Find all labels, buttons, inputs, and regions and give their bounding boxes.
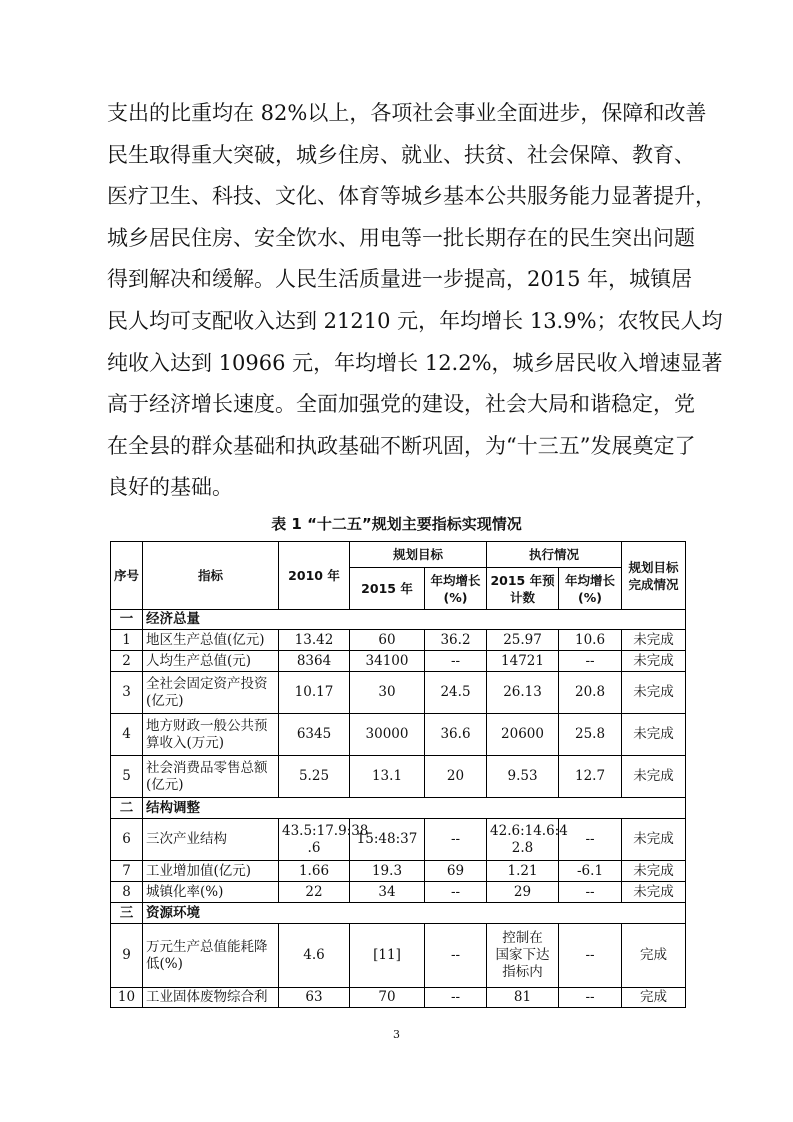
cell-exec-2015: 14721	[487, 651, 559, 672]
header-execution: 执行情况	[487, 542, 622, 568]
cell-plan-growth: 36.6	[425, 714, 487, 756]
paragraph-line: 民生取得重大突破，城乡住房、就业、扶贫、社会保障、教育、	[107, 142, 695, 167]
table-row	[111, 988, 686, 1008]
cell-exec-growth: --	[559, 651, 622, 672]
table-row	[111, 651, 686, 672]
table-row	[111, 630, 686, 651]
cell-exec-growth: 10.6	[559, 630, 622, 651]
cell-exec-2015: 26.13	[487, 672, 559, 714]
cell-status: 未完成	[622, 861, 686, 882]
section-name: 资源环境	[143, 903, 686, 924]
cell-2010: 8364	[279, 651, 350, 672]
cell-plan-2015: 70	[350, 988, 425, 1008]
section-row	[111, 903, 686, 924]
header-status	[622, 542, 686, 610]
header-line: 年均增长	[565, 572, 616, 588]
paragraph-line: 城乡居民住房、安全饮水、用电等一批长期存在的民生突出问题	[107, 225, 695, 250]
cell-plan-growth: --	[425, 882, 487, 903]
paragraph-line: 民人均可支配收入达到 21210 元，年均增长 13.9%；农牧民人均	[107, 308, 723, 333]
cell-plan-2015: 19.3	[350, 861, 425, 882]
table-row	[111, 819, 686, 861]
cell-plan-2015: 13.1	[350, 756, 425, 798]
cell-exec-growth: --	[559, 882, 622, 903]
section-number: 三	[111, 903, 143, 924]
header-line: 计数	[510, 589, 536, 605]
cell-plan-growth: 36.2	[425, 630, 487, 651]
header-exec-growth	[559, 568, 622, 610]
header-status-line: 完成情况	[628, 576, 679, 592]
cell-indicator-line: 全社会固定资产投资	[146, 675, 268, 692]
cell-seq: 10	[111, 988, 143, 1008]
paragraph-line: 在全县的群众基础和执政基础不断巩固，为“十三五”发展奠定了	[107, 433, 696, 458]
cell-2010: 22	[279, 882, 350, 903]
cell-indicator-line: 社会消费品零售总额	[146, 759, 268, 776]
cell-status: 完成	[622, 924, 686, 988]
cell-indicator: 地区生产总值(亿元)	[143, 630, 279, 651]
cell-2010: 10.17	[279, 672, 350, 714]
cell-exec-2015: 81	[487, 988, 559, 1008]
cell-exec-growth: --	[559, 819, 622, 861]
table-row	[111, 882, 686, 903]
cell-plan-growth: --	[425, 651, 487, 672]
section-row	[111, 798, 686, 819]
cell-status: 未完成	[622, 672, 686, 714]
cell-exec-2015-line: 国家下达	[495, 947, 550, 963]
cell-exec-2015-line: 42.6:14.6:4	[490, 822, 568, 839]
cell-plan-growth: --	[425, 988, 487, 1008]
cell-exec-2015: 20600	[487, 714, 559, 756]
table-caption: 表 1 “十二五”规划主要指标实现情况	[271, 515, 522, 533]
cell-seq: 6	[111, 819, 143, 861]
cell-indicator: 城镇化率(%)	[143, 882, 279, 903]
cell-plan-2015: 34100	[350, 651, 425, 672]
cell-plan-growth: --	[425, 924, 487, 988]
cell-plan-growth: --	[425, 819, 487, 861]
paragraph-line: 支出的比重均在 82%以上，各项社会事业全面进步，保障和改善	[107, 101, 707, 125]
cell-exec-2015: 25.97	[487, 630, 559, 651]
paragraph-line: 良好的基础。	[107, 475, 233, 500]
cell-indicator: 人均生产总值(元)	[143, 651, 279, 672]
page-number: 3	[393, 1028, 400, 1041]
table-row	[111, 861, 686, 882]
cell-plan-growth: 20	[425, 756, 487, 798]
cell-plan-2015: 60	[350, 630, 425, 651]
cell-indicator-line: (亿元)	[146, 776, 184, 793]
body-paragraph	[107, 93, 723, 509]
table-row	[111, 756, 686, 798]
cell-status: 未完成	[622, 651, 686, 672]
header-2010: 2010 年	[279, 542, 350, 610]
header-exec-2015	[487, 568, 559, 610]
header-seq: 序号	[111, 542, 143, 610]
cell-exec-2015-line: 控制在	[502, 930, 543, 946]
cell-plan-growth: 24.5	[425, 672, 487, 714]
cell-2010-line: 43.5:17.9:38	[282, 822, 369, 839]
header-plan-target: 规划目标	[350, 542, 487, 568]
cell-seq: 4	[111, 714, 143, 756]
cell-2010: 6345	[279, 714, 350, 756]
cell-status: 未完成	[622, 819, 686, 861]
cell-exec-growth: 25.8	[559, 714, 622, 756]
cell-exec-2015-line: 2.8	[511, 839, 534, 856]
section-row	[111, 610, 686, 630]
cell-indicator: 工业增加值(亿元)	[143, 861, 279, 882]
cell-2010-line: .6	[307, 839, 321, 856]
cell-status: 完成	[622, 988, 686, 1008]
cell-indicator-line: 算收入(万元)	[146, 734, 225, 751]
cell-seq: 1	[111, 630, 143, 651]
cell-exec-growth: -6.1	[559, 861, 622, 882]
cell-2010: 13.42	[279, 630, 350, 651]
cell-status: 未完成	[622, 630, 686, 651]
cell-status: 未完成	[622, 756, 686, 798]
cell-indicator-line: 万元生产总值能耗降	[146, 938, 268, 955]
table-row	[111, 924, 686, 988]
cell-status: 未完成	[622, 714, 686, 756]
header-plan-growth	[425, 568, 487, 610]
cell-exec-growth: --	[559, 924, 622, 988]
cell-exec-2015: 9.53	[487, 756, 559, 798]
paragraph-line: 高于经济增长速度。全面加强党的建设，社会大局和谐稳定，党	[107, 392, 695, 417]
cell-seq: 8	[111, 882, 143, 903]
cell-indicator	[143, 756, 279, 798]
paragraph-line: 纯收入达到 10966 元，年均增长 12.2%，城乡居民收入增速显著	[107, 350, 723, 375]
cell-indicator-line: 低(%)	[146, 955, 183, 972]
cell-2010: 5.25	[279, 756, 350, 798]
cell-seq: 7	[111, 861, 143, 882]
cell-indicator	[143, 714, 279, 756]
cell-2010: 1.66	[279, 861, 350, 882]
header-plan-2015: 2015 年	[350, 568, 425, 610]
cell-seq: 3	[111, 672, 143, 714]
cell-2010	[279, 819, 369, 861]
table-row	[111, 714, 686, 756]
section-name: 结构调整	[143, 798, 686, 819]
table-row	[111, 672, 686, 714]
cell-exec-2015	[487, 819, 568, 861]
cell-exec-2015: 29	[487, 882, 559, 903]
cell-exec-2015-line: 指标内	[502, 964, 543, 980]
cell-indicator-line: (亿元)	[146, 692, 184, 709]
cell-plan-2015: 30	[350, 672, 425, 714]
cell-plan-2015: 15:48:37	[350, 819, 425, 861]
cell-status: 未完成	[622, 882, 686, 903]
section-number: 一	[111, 610, 143, 630]
cell-indicator	[143, 924, 279, 988]
indicators-table	[110, 541, 686, 1008]
table-header-row	[111, 542, 686, 568]
section-number: 二	[111, 798, 143, 819]
section-name: 经济总量	[143, 610, 686, 630]
header-line: (%)	[443, 589, 468, 605]
cell-indicator: 工业固体废物综合利	[143, 988, 279, 1008]
header-line: 年均增长	[430, 572, 481, 588]
cell-exec-2015: 1.21	[487, 861, 559, 882]
cell-indicator: 三次产业结构	[143, 819, 279, 861]
header-indicator: 指标	[143, 542, 279, 610]
header-line: 2015 年预	[490, 572, 555, 588]
paragraph-line: 医疗卫生、科技、文化、体育等城乡基本公共服务能力显著提升，	[107, 184, 716, 209]
cell-2010: 4.6	[279, 924, 350, 988]
paragraph-line: 得到解决和缓解。人民生活质量进一步提高，2015 年，城镇居	[107, 267, 693, 292]
cell-indicator-line: 地方财政一般公共预	[146, 717, 268, 734]
header-status-line: 规划目标	[628, 559, 679, 575]
cell-exec-growth: 20.8	[559, 672, 622, 714]
cell-indicator	[143, 672, 279, 714]
cell-seq: 2	[111, 651, 143, 672]
cell-plan-growth: 69	[425, 861, 487, 882]
cell-exec-growth: 12.7	[559, 756, 622, 798]
header-line: (%)	[578, 589, 602, 605]
cell-seq: 5	[111, 756, 143, 798]
cell-exec-2015	[487, 924, 559, 988]
cell-plan-2015: 30000	[350, 714, 425, 756]
cell-seq: 9	[111, 924, 143, 988]
cell-plan-2015: 34	[350, 882, 425, 903]
cell-exec-growth: --	[559, 988, 622, 1008]
cell-plan-2015: [11]	[350, 924, 425, 988]
cell-2010: 63	[279, 988, 350, 1008]
